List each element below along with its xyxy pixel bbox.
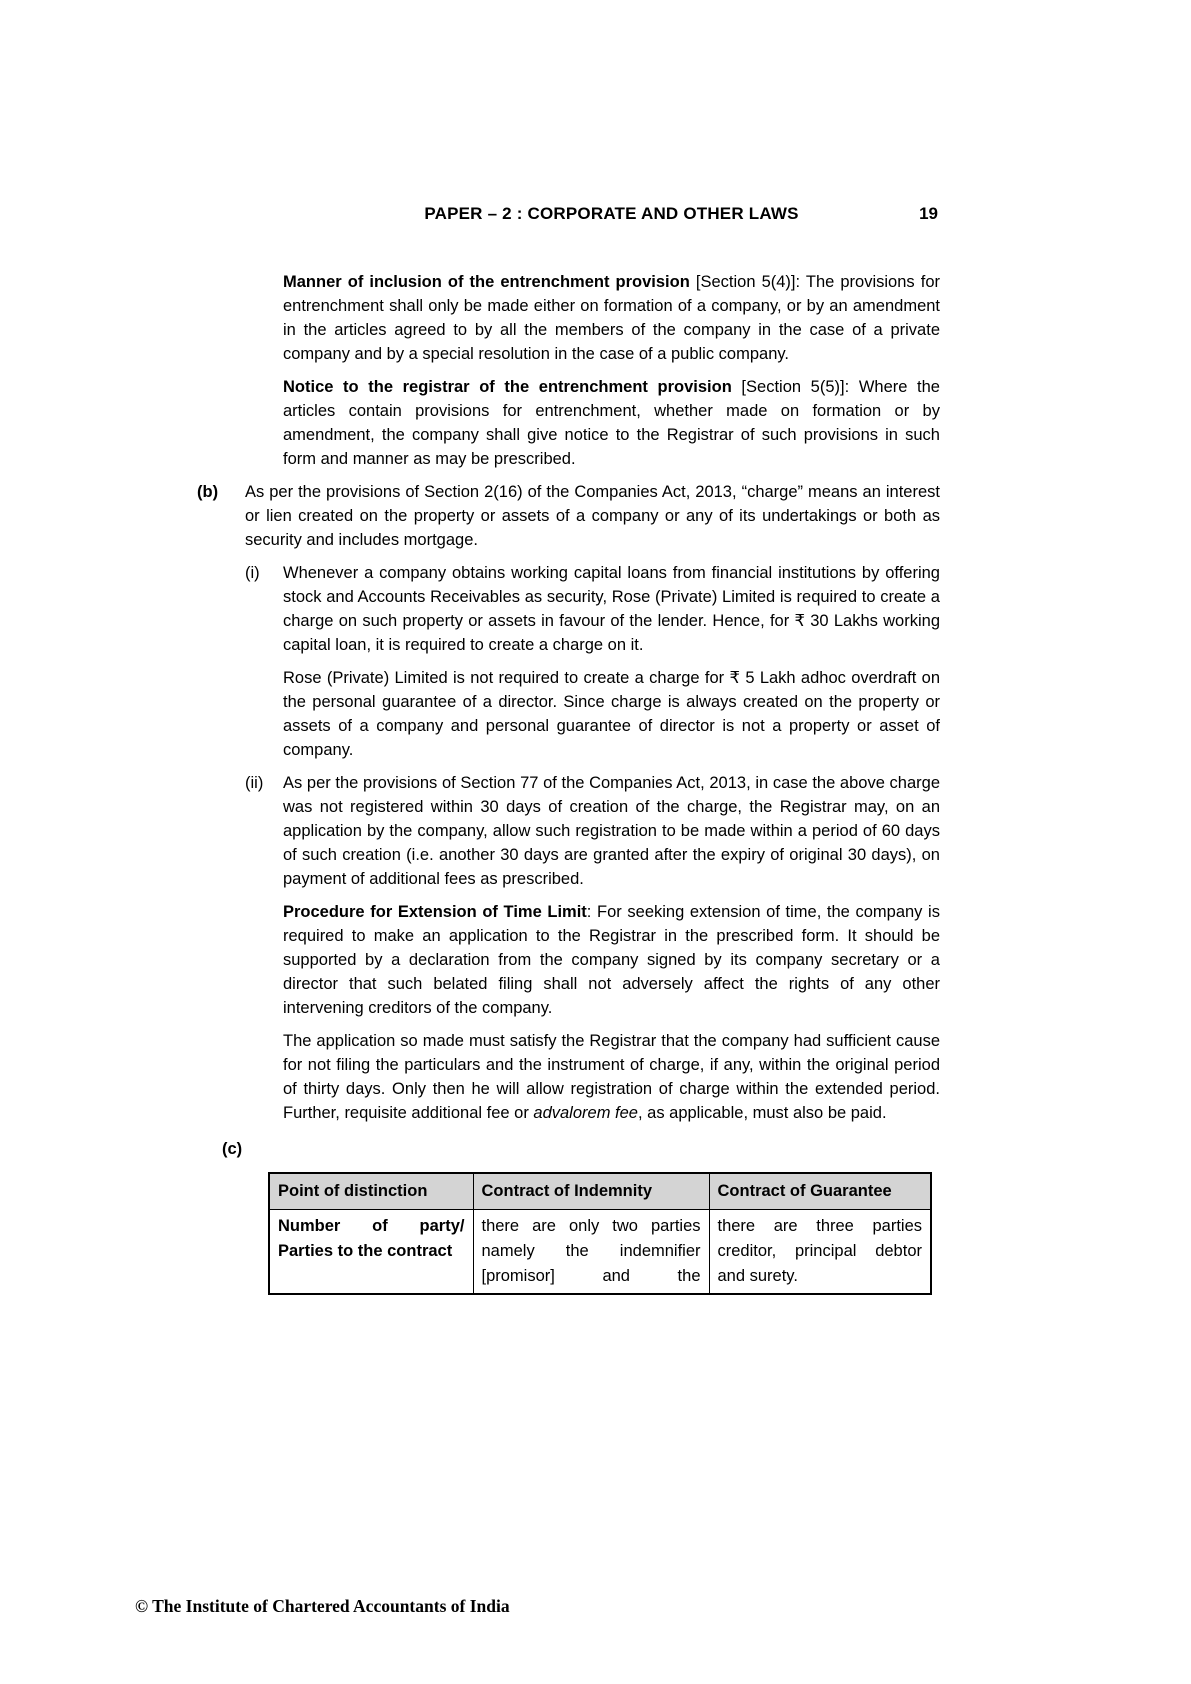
paragraph-notice-to-registrar — [283, 375, 940, 471]
paragraph-lead-bold: Procedure for Extension of Time Limit — [283, 903, 587, 921]
table-cell-point: Number of party/ Parties to the contract — [269, 1210, 473, 1295]
page-header — [283, 204, 940, 224]
page-title: PAPER – 2 : CORPORATE AND OTHER LAWS — [424, 204, 799, 223]
document-body — [197, 270, 940, 1295]
list-item-b-ii — [197, 771, 940, 891]
copyright-notice: © The Institute of Chartered Accountants of India — [135, 1596, 510, 1616]
table-row — [269, 1210, 931, 1295]
paragraph-lead-bold: Notice to the registrar of the entrenchment provision — [283, 378, 732, 396]
list-marker-ii: (ii) — [245, 774, 264, 792]
list-marker-b: (b) — [197, 483, 219, 501]
paragraph-text: , as applicable, must also be paid. — [637, 1104, 887, 1122]
list-item-text: As per the provisions of Section 2(16) of the Companies Act, 2013, “charge” means an interest or lien created on the property or assets of a company or any of its undertakings or both as security and includes mortgage. — [245, 483, 940, 549]
distinction-table — [268, 1172, 932, 1295]
paragraph-rose-private: Rose (Private) Limited is not required to create a charge for ₹ 5 Lakh adhoc overdraft on the personal guarantee of a director. Since charge is always created on the property or assets of a company and personal guarantee of director is not a property or asset of company. — [283, 669, 940, 759]
paragraph-text: The application so made must satisfy the Registrar that the company had sufficient cause for not filing the particulars and the instrument of charge, if any, within the original period of thirty days. Only then he will allow registration of charge within the extended period. Further, requisite additional fee or — [283, 1032, 940, 1122]
table-header-row — [269, 1173, 931, 1210]
table-header-contract-of-indemnity: Contract of Indemnity — [473, 1173, 709, 1210]
table-cell-guarantee: there are three parties creditor, principal debtor and surety. — [709, 1210, 931, 1295]
paragraph-text: [Section 5(4)]: The provisions for entrenchment shall only be made either on formation of a company, or by an amendment in the articles agreed to by all the members of the company in the case of a private company and by a special resolution in the case of a public company. — [283, 273, 940, 363]
paragraph-text: : For seeking extension of time, the company is required to make an application to the Registrar in the prescribed form. It should be supported by a declaration from the company signed by its company secretary or a director that such belated filing shall not adversely affect the rights of any other intervening creditors of the company. — [283, 903, 940, 1017]
list-item-text: Whenever a company obtains working capital loans from financial institutions by offering stock and Accounts Receivables as security, Rose (Private) Limited is required to create a charge on such property or assets in favour of the lender. Hence, for ₹ 30 Lakhs working capital loan, it is required to create a charge on it. — [283, 564, 940, 654]
paragraph-procedure-extension — [283, 900, 940, 1020]
table-header-point-of-distinction: Point of distinction — [269, 1173, 473, 1210]
paragraph-italic-run: advalorem fee — [533, 1104, 638, 1122]
paragraph-lead-bold: Manner of inclusion of the entrenchment provision — [283, 273, 690, 291]
list-marker-c: (c) — [222, 1140, 243, 1158]
list-item-b — [197, 480, 940, 552]
table-cell-indemnity: there are only two parties namely the indemnifier [promisor] and the — [473, 1210, 709, 1295]
list-marker-i: (i) — [245, 564, 260, 582]
paragraph-application — [283, 1029, 940, 1125]
page-number: 19 — [919, 204, 938, 223]
paragraph-text: [Section 5(5)]: Where the articles contain provisions for entrenchment, whether made on formation or by amendment, the company shall give notice to the Registrar of such provisions in such form and manner as may be prescribed. — [283, 378, 940, 468]
list-item-b-i — [197, 561, 940, 657]
list-item-text: As per the provisions of Section 77 of the Companies Act, 2013, in case the above charge was not registered within 30 days of creation of the charge, the Registrar may, on an application by the company, allow such registration to be made within a period of 60 days of such creation (i.e. another 30 days are granted after the expiry of original 30 days), on payment of additional fees as prescribed. — [283, 774, 940, 888]
table-header-contract-of-guarantee: Contract of Guarantee — [709, 1173, 931, 1210]
paragraph-manner-of-inclusion — [283, 270, 940, 366]
